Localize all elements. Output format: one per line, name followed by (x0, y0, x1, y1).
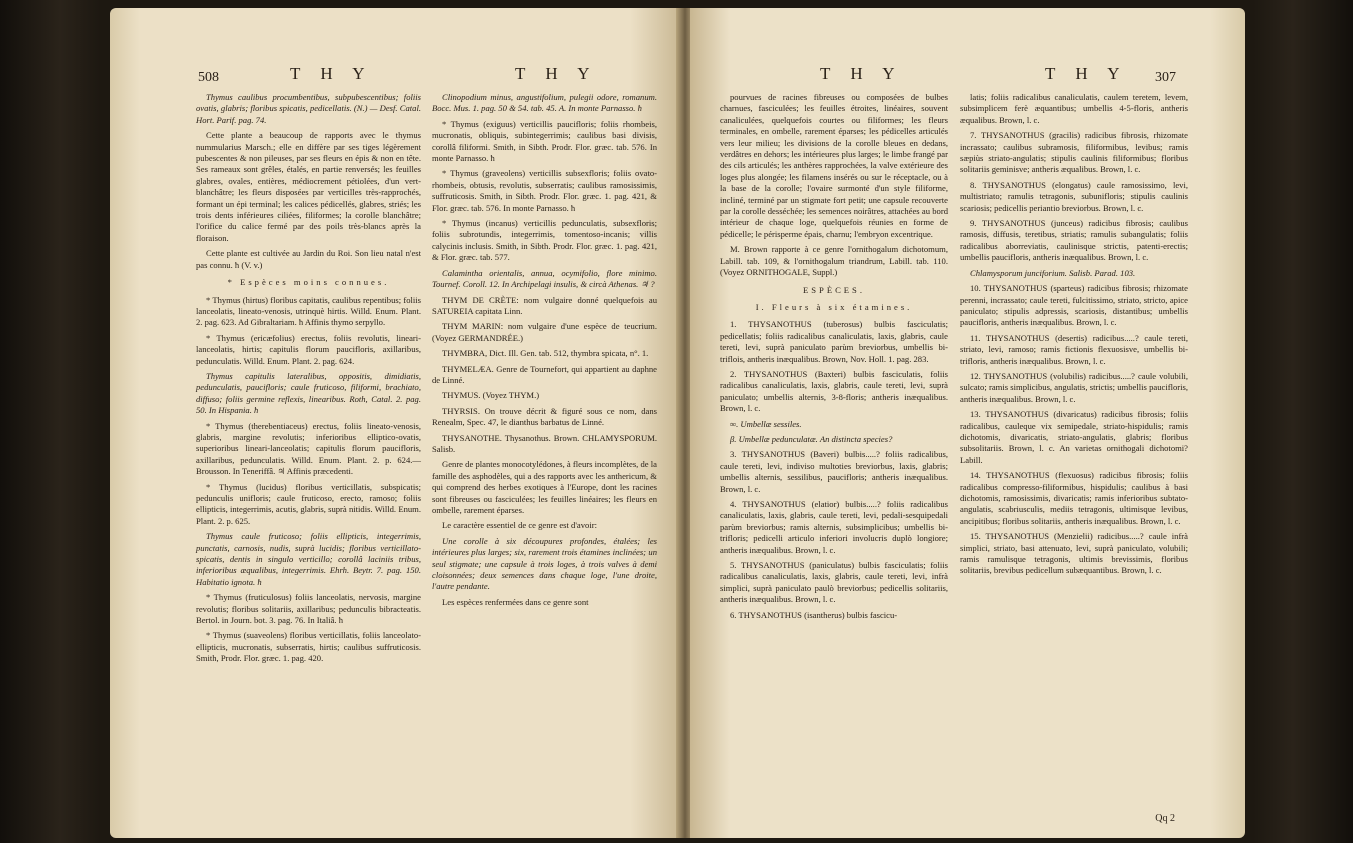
text-paragraph: Thymus caulibus procumbentibus, subpubescentibus; foliis ovatis, glabris; floribus spicatis, pedicellatis. (N.) — Desf. Catal. Hort. Parif. pag. 74. (196, 92, 421, 125)
text-paragraph: THYM DE CRÈTE: nom vulgaire donné quelquefois au SATUREIA capitata Linn. (432, 294, 657, 316)
text-paragraph: * Thymus (suaveolens) floribus verticillatis, foliis lanceolato-ellipticis, mucronatis, subserratis, hirtis; caulibus suffruticosis. Smith, Prodr. Flor. græc. 1. pag. 420. (196, 630, 421, 664)
text-paragraph: * Thymus (incanus) verticillis pedunculatis, subsexfloris; foliis subrotundis, integerrimis, tomentoso-incanis; villis calycinis inclusis. Smith, in Sibth. Prodr. Flor. græc. 1. pag. 421, & Flor. græc. tab. 577. (432, 218, 657, 263)
right-page (690, 8, 1245, 838)
text-paragraph: * Thymus (therebentiaceus) erectus, foliis lineato-venosis, glabris, margine revolutis; inferioribus elliptico-ovatis, superioribus lineari-lanceolatis; capitulis florum paucifloris, axillaribus, pedunculatis. Willd. Enum. Plant. 2. p. 624.—Brousson. In Teneriffâ. ♃ Affinis præcedenti. (196, 420, 421, 477)
text-paragraph: * Thymus (lucidus) floribus verticillatis, subspicatis; pedunculis unifloris; caule fruticoso, erecto, ramoso; foliis ellipticis, integerrimis, acutis, glabris, suprà nitidis. Willd. Enum. Plant. 2. p. 625. (196, 481, 421, 526)
text-paragraph: 4. THYSANOTHUS (elatior) bulbis.....? foliis radicalibus canaliculatis, laxis, glabris, caule tereti, levi, pedali-sesquipedali parùm breviorbus; ramis alternis, subsimplicibus; umbellis bi-trifloris; pedicelli articulo inferiori involucris duplò longiore; antheris inæqualibus. Brown, l. c. (720, 499, 948, 555)
text-paragraph: THYMUS. (Voyez THYM.) (442, 390, 540, 401)
text-paragraph: Clinopodium minus, angustifolium, pulegii odore, romanum. Bocc. Mus. 1. pag. 50 & 54. tab. 45. A. In monte Parnasso. ħ (432, 92, 657, 114)
text-paragraph: ∞. Umbellæ sessiles. (730, 418, 802, 429)
text-paragraph: THYSANOTHE. Thysanothus. Brown. CHLAMYSPORUM. Salisb. (432, 432, 657, 454)
page-number: 508 (198, 70, 219, 85)
text-paragraph: Une corolle à six découpures profondes, étalées; les intérieures plus larges; six, rarement trois étamines inclinées; un seul stigmate; une capsule à trois loges, à trois valves à demi cloisonnées; deux semences dans chaque loge, l'une droite, l'autre pendante. (432, 535, 657, 592)
left-page-column-2 (432, 92, 657, 612)
text-paragraph: 10. THYSANOTHUS (sparteus) radicibus fibrosis; rhizomate perenni, incrassato; caule tereti, fulcitissimo, striato, stricto, apice paniculato; stipulis adpressis, scariosis, distantibus; umbellis paucifloris, antheris inæqualibus. Brown, l. c. (960, 283, 1188, 328)
page-number: 307 (1155, 70, 1176, 85)
text-paragraph: 1. THYSANOTHUS (tuberosus) bulbis fasciculatis; pedicellatis; foliis radicalibus canaliculatis, laxis, glabris, caule tereti, levi, suprà paniculato parùm breviorbus, umbellis bi-triflois, antheris inæqualibus. Brown, Nov. Holl. 1. pag. 283. (720, 319, 948, 364)
text-paragraph: Genre de plantes monocotylédones, à fleurs incomplètes, de la famille des asphodèles, qui a des rapports avec les anthericum, & qui comprend des herbes exotiques à l'Europe, dont les racines sont fibreuses ou fasciculées; les feuilles linéaires; les fleurs en ombelle, rarement éparses. (432, 459, 657, 515)
text-paragraph: * Espèces moins connues. (227, 277, 390, 288)
text-paragraph: β. Umbellæ pedunculatæ. An distincta species? (730, 433, 893, 444)
signature-mark: Qq 2 (1155, 813, 1175, 824)
text-paragraph: * Thymus (fruticulosus) foliis lanceolatis, nervosis, margine revolutis; floribus solitariis, axillaribus; pedunculis bibracteatis. Bertol. in Journ. bot. 3. pag. 76. In Italiâ. ħ (196, 592, 421, 626)
text-paragraph: THYM MARIN: nom vulgaire d'une espèce de teucrium. (Voyez GERMANDRÉE.) (432, 321, 657, 343)
text-paragraph: Thymus capitulis lateralibus, oppositis, dimidiatis, pedunculatis, paucifloris; caule fruticoso, filiformi, brachiato, diffuso; foliis germine reflexis, linearibus. Roth, Catal. 2. pag. 50. In Hispania. ħ (196, 370, 421, 416)
text-paragraph: Les espèces renfermées dans ce genre sont (442, 596, 589, 607)
text-paragraph: Chlamysporum junciforium. Salisb. Parad. 103. (970, 267, 1136, 278)
text-paragraph: M. Brown rapporte à ce genre l'ornithogalum dichotomum, Labill. tab. 109, & l'ornithogalum triandrum, Labill. tab. 110. (Voyez ORNITHOGALE, Suppl.) (720, 244, 948, 278)
text-paragraph: * Thymus (hirtus) floribus capitatis, caulibus repentibus; foliis lanceolatis, lineato-venosis, utrinquè hirtis. Willd. Enum. Plant. 2. pag. 623. Ad Gibraltariam. ħ Affinis thymo serpyllo. (196, 294, 421, 328)
running-head-right: T H Y (515, 64, 598, 83)
text-paragraph: pourvues de racines fibreuses ou composées de bulbes charnues, fasciculées; les feuilles étroites, linéaires, souvent canaliculées, quelquefois courtes ou filiformes; les fleurs terminales, en ombelle, rarement éparses; les pédicelles articulés vers leur milieu; les divisions de la corolle bleues en dedans, verdâtres en dehors; les intérieures plus larges; le limbe frangé par des cils articulés; les anthères rapprochées, la valve extérieure des loges plus alongée; les filamens insérés ou sur le réceptacle, ou à la base de la corolle; l'ovaire surmonté d'un style filiforme, incliné, terminé par un stigmate fort petit; une capsule recouverte par la corolle desséchée; les semences noirâtres, attachées au bord intérieur de chaque loge, quelquefois réunies en forme de pédicelle; le périsperme épais, charnu; l'embryon excentrique. (720, 92, 948, 239)
text-paragraph: Cette plante a beaucoup de rapports avec le thymus nummularius Marsch.; elle en diffère par ses tiges légèrement pubescentes & non pileuses, par ses fleurs en épis & non en tête. Ses rameaux sont grêles, étalés, en partie renversés; les feuilles glabres, ovales, entières, médiocrement pétiolées, d'un vert-blanchâtre; les fleurs disposées par verticilles très-rapprochés, formant un épi terminal; les calices pédicellés, glabres, striés; les trois dents inférieures ciliées, filiformes; la corolle blanchâtre; l'orifice du calice fermé par des poils très-blancs après la floraison. (196, 130, 421, 243)
text-paragraph: Le caractère essentiel de ce genre est d'avoir: (442, 520, 597, 531)
text-paragraph: 11. THYSANOTHUS (desertis) radicibus.....? caule tereti, striato, levi, ramoso; ramis fictionis flexuosisve, umbellis bi-trifloris, antheris inæqualibus. Brown, l. c. (960, 332, 1188, 366)
text-paragraph: * Thymus (exiguus) verticillis paucifloris; foliis rhombeis, mucronatis, obliquis, subintegerrimis; caulibus basi divisis, corollâ filiformi. Smith, in Sibth. Prodr. Flor. græc. tab. 576. In monte Parnasso. ħ (432, 118, 657, 164)
running-head-left: T H Y (290, 64, 373, 83)
right-page-column-1 (720, 92, 948, 625)
text-paragraph: 6. THYSANOTHUS (isantherus) bulbis fascicu- (730, 609, 898, 620)
left-page-column-1 (196, 92, 421, 669)
running-head-left: T H Y (820, 64, 903, 83)
text-paragraph: ESPÈCES. (803, 284, 865, 295)
text-paragraph: 14. THYSANOTHUS (flexuosus) radicibus fibrosis; foliis radicalibus compresso-filiformibus, hispidulis; caulibus à basi dichotomis, ramosissimis, divaricatis; ramis inferioribus subtato-angulatis, scabriusculis, mediis tetragonis, ultimisque levibus, ancipitibus; floribus solitariis, antheris inæqualibus. Brown, l. c. (960, 470, 1188, 526)
text-paragraph: Thymus caule fruticoso; foliis ellipticis, integerrimis, punctatis, carnosis, nudis, suprà lucidis; floribus verticillato-spicatis, dentis in singulo verticillo; corollâ laciniis tribus, inferioribus æqualibus, integerrimis. Ehrh. Beytr. 7. pag. 150. Habitatio ignota. ħ (196, 531, 421, 587)
text-paragraph: Cette plante est cultivée au Jardin du Roi. Son lieu natal n'est pas connu. ħ (V. v.) (196, 248, 421, 270)
text-paragraph: Calamintha orientalis, annua, ocymifolio, flore minimo. Tournef. Coroll. 12. In Archipelagi insulis, & circà Athenas. ♃ ? (432, 267, 657, 290)
text-paragraph: 2. THYSANOTHUS (Baxteri) bulbis fasciculatis, foliis radicalibus canaliculatis, laxis, glabris, caule tereti, levi, suprà paniculato; umbellis alternis, 3-8-floris; antheris inæqualibus. Brown, l. c. (720, 368, 948, 414)
text-paragraph: I. Fleurs à six étamines. (755, 301, 913, 312)
text-paragraph: 5. THYSANOTHUS (paniculatus) bulbis fasciculatis; foliis radicalibus canaliculatis, laxis, glabris, caule tereti, levi, infrà simplici, suprà paniculato paulò breviorbus; pedicellis solitariis, antheris inæqualibus. Brown, l. c. (720, 560, 948, 605)
right-page-column-2 (960, 92, 1188, 581)
text-paragraph: THYRSIS. On trouve décrit & figuré sous ce nom, dans Renealm, Spec. 47, le dianthus barbatus de Linné. (432, 405, 657, 428)
text-paragraph: 8. THYSANOTHUS (elongatus) caule ramosissimo, levi, multistriato; ramulis tetragonis, subunifloris; stipulis caulinis scariosis; pedicellis periantio breviorbus. Brown, l. c. (960, 179, 1188, 213)
text-paragraph: 15. THYSANOTHUS (Menzielii) radicibus.....? caule infrà simplici, striato, basi attenuato, levi, suprà paniculato, volubili; ramis ramulisque tetragonis, ultimis brevissimis, floribus solitariis, brevibus pedicellum subæquantibus. Brown, l. c. (960, 531, 1188, 576)
running-head-right: T H Y (1045, 64, 1128, 83)
text-paragraph: 9. THYSANOTHUS (junceus) radicibus fibrosis; caulibus ramosis, diffusis, teretibus, striatis; ramulis subangulatis; foliis radicalibus aborreviatis, caulinisque strictis, patenti-erectis; umbellis paucifloris, antheris inæqualibus. Brown, l. c. (960, 218, 1188, 263)
text-paragraph: 3. THYSANOTHUS (Baveri) bulbis.....? foliis radicalibus, caule tereti, levi, indiviso multoties breviorbus, laxis, glabris; umbellis alternis, sessilibus, paucifloris; antheris inæqualibus. Brown, l. c. (720, 449, 948, 494)
left-page (110, 8, 680, 838)
text-paragraph: * Thymus (ericæfolius) erectus, foliis revolutis, lineari-lanceolatis, hirtis; capitulis florum paucifloris, axillaribus, pedunculatis. Willd. Enum. Plant. 2. pag. 624. (196, 332, 421, 366)
text-paragraph: 13. THYSANOTHUS (divaricatus) radicibus fibrosis; foliis radicalibus, cauleque vix semipedale, striato-hispidulis; ramis dichotomis, divaricatis, striato-angulatis, glabris; floribus subsolitariis. Brown, l. c. An varietas ornithogali dichotomi? Labill. (960, 409, 1188, 465)
text-paragraph: THYMELÆA. Genre de Tournefort, qui appartient au daphne de Linné. (432, 363, 657, 385)
text-paragraph: * Thymus (graveolens) verticillis subsexfloris; foliis ovato-rhombeis, obtusis, revolutis, subserratis; caulibus ramosissimis, suffruticosis. Smith, in Sibth. Prodr. Flor. græc. 1. pag. 421, & Flor. græc. tab. 576. In monte Parnasso. ħ (432, 168, 657, 213)
text-paragraph: THYMBRA, Dict. Ill. Gen. tab. 512, thymbra spicata, n°. 1. (442, 348, 649, 359)
text-paragraph: latis; foliis radicalibus canaliculatis, caulem teretem, levem, subsimplicem ferè æquantibus; umbellis 4-5-floris, antheris æqualibus. Brown, l. c. (960, 92, 1188, 125)
text-paragraph: 12. THYSANOTHUS (volubilis) radicibus.....? caule volubili, sulcato; ramis simplicibus, angulatis, strictis; umbellis paucifloris, antheris inæqualibus. Brown, l. c. (960, 370, 1188, 404)
text-paragraph: 7. THYSANOTHUS (gracilis) radicibus fibrosis, rhizomate incrassato; caulibus subramosis, filiformibus, levibus; ramis sæpiùs striato-angulatis; stipulis caulinis filiformibus; floribus solitariis geminisve; antheris æqualibus. Brown, l. c. (960, 130, 1188, 175)
